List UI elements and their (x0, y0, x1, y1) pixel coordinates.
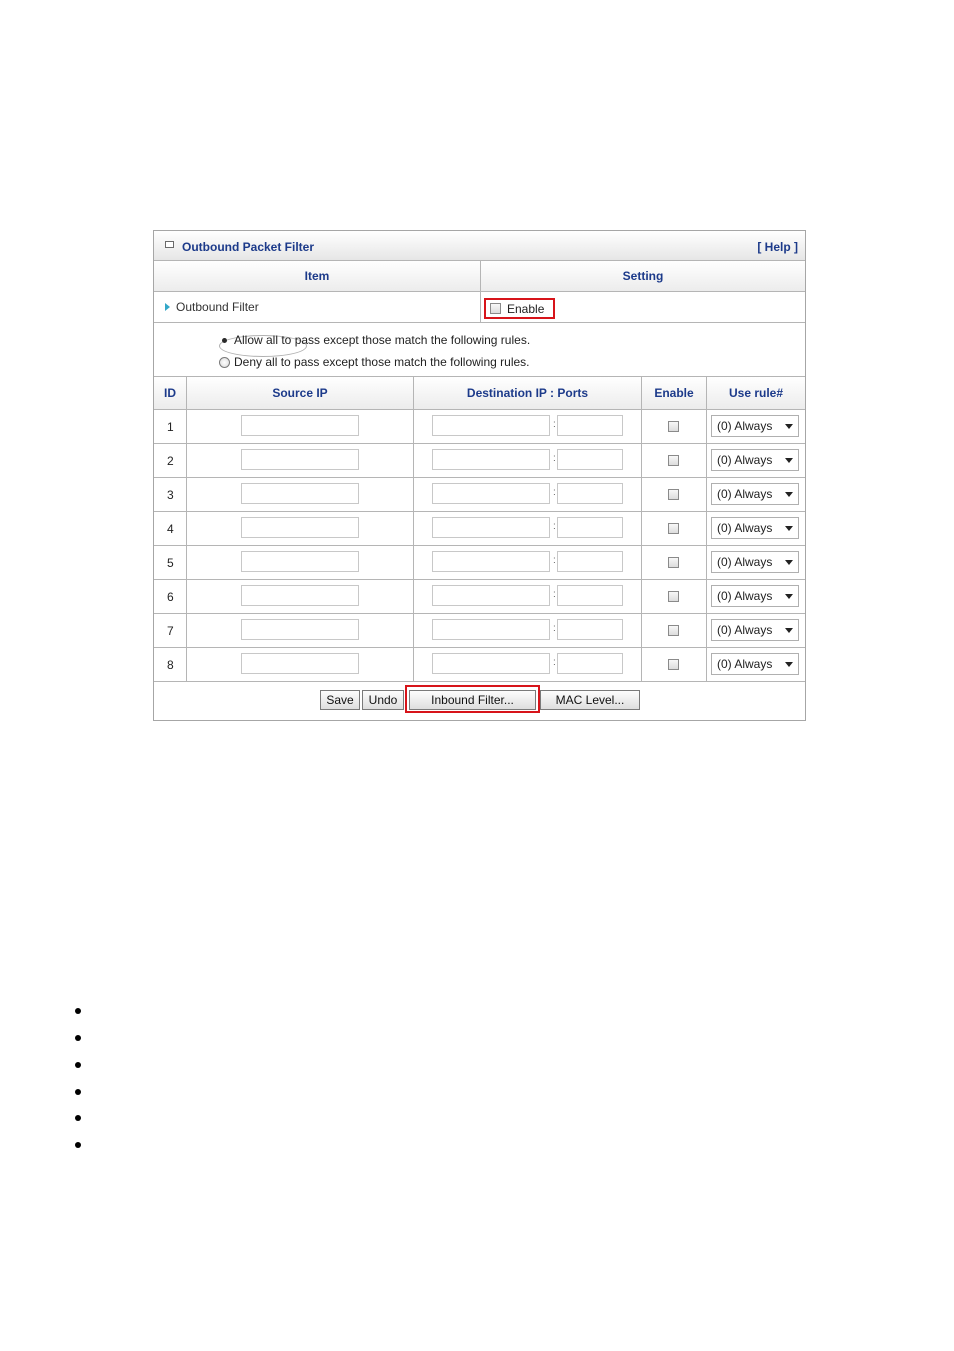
destination-ip-input[interactable] (432, 653, 550, 674)
destination-port-input[interactable] (557, 483, 623, 504)
use-rule-value: (0) Always (717, 657, 773, 671)
ip-port-separator: : (553, 657, 556, 668)
bullet-dot (75, 1008, 81, 1014)
chevron-down-icon (785, 424, 793, 429)
chevron-down-icon (785, 458, 793, 463)
table-row (154, 478, 805, 512)
ip-port-separator: : (553, 419, 556, 430)
ip-port-separator: : (553, 555, 556, 566)
rule-enable-checkbox[interactable] (668, 591, 679, 602)
use-rule-select[interactable] (711, 551, 799, 573)
rule-id: 3 (167, 488, 174, 502)
use-rule-value: (0) Always (717, 589, 773, 603)
destination-port-input[interactable] (557, 619, 623, 640)
source-ip-input[interactable] (241, 517, 359, 538)
deny-all-label: Deny all to pass except those match the following rules. (234, 355, 530, 369)
chevron-down-icon (785, 628, 793, 633)
source-ip-input[interactable] (241, 415, 359, 436)
use-rule-value: (0) Always (717, 555, 773, 569)
inbound-filter-button[interactable]: Inbound Filter... (409, 690, 536, 710)
window-icon (165, 241, 174, 248)
rules-table-header (154, 377, 805, 410)
chevron-down-icon (785, 526, 793, 531)
rule-enable-checkbox[interactable] (668, 455, 679, 466)
destination-port-input[interactable] (557, 585, 623, 606)
destination-ip-input[interactable] (432, 551, 550, 572)
outbound-filter-row (154, 292, 805, 323)
destination-port-input[interactable] (557, 653, 623, 674)
destination-ip-input[interactable] (432, 449, 550, 470)
rule-enable-checkbox[interactable] (668, 659, 679, 670)
setting-header: Setting (622, 269, 664, 283)
ip-port-separator: : (553, 623, 556, 634)
ip-port-separator: : (553, 589, 556, 600)
rule-enable-checkbox[interactable] (668, 523, 679, 534)
item-setting-header (154, 261, 805, 292)
source-ip-input[interactable] (241, 449, 359, 470)
rule-enable-checkbox[interactable] (668, 489, 679, 500)
rule-enable-checkbox[interactable] (668, 625, 679, 636)
outbound-packet-filter-panel (153, 230, 806, 721)
ip-port-separator: : (553, 521, 556, 532)
source-ip-input[interactable] (241, 551, 359, 572)
destination-ip-input[interactable] (432, 619, 550, 640)
outbound-filter-enable-checkbox[interactable] (490, 303, 501, 314)
item-header: Item (154, 261, 481, 291)
undo-button[interactable]: Undo (362, 690, 404, 710)
use-rule-value: (0) Always (717, 419, 773, 433)
table-row (154, 648, 805, 682)
use-rule-select[interactable] (711, 585, 799, 607)
use-rule-select[interactable] (711, 517, 799, 539)
chevron-down-icon (785, 594, 793, 599)
destination-port-input[interactable] (557, 415, 623, 436)
source-ip-column-header: Source IP (187, 377, 414, 409)
source-ip-input[interactable] (241, 653, 359, 674)
use-rule-value: (0) Always (717, 487, 773, 501)
button-row (154, 680, 805, 720)
destination-ip-input[interactable] (432, 517, 550, 538)
use-rule-column-header: Use rule# (728, 386, 784, 400)
rule-id: 2 (167, 454, 174, 468)
policy-radio-group (154, 323, 805, 377)
help-link[interactable]: [ Help ] (757, 240, 798, 254)
chevron-down-icon (785, 560, 793, 565)
use-rule-select[interactable] (711, 619, 799, 641)
table-row (154, 546, 805, 580)
table-row (154, 614, 805, 648)
use-rule-select[interactable] (711, 415, 799, 437)
source-ip-input[interactable] (241, 619, 359, 640)
save-button[interactable]: Save (320, 690, 360, 710)
rule-enable-checkbox[interactable] (668, 421, 679, 432)
use-rule-value: (0) Always (717, 453, 773, 467)
deny-all-radio[interactable] (219, 357, 230, 368)
mac-level-button[interactable]: MAC Level... (540, 690, 640, 710)
rule-id: 5 (167, 556, 174, 570)
rule-id: 6 (167, 590, 174, 604)
source-ip-input[interactable] (241, 483, 359, 504)
enable-column-header: Enable (642, 377, 707, 409)
bullet-dot (75, 1115, 81, 1121)
panel-title: Outbound Packet Filter (182, 240, 315, 254)
destination-column-header: Destination IP : Ports (414, 377, 642, 409)
panel-titlebar (154, 231, 805, 261)
use-rule-select[interactable] (711, 449, 799, 471)
ip-port-separator: : (553, 453, 556, 464)
rule-id: 1 (167, 420, 174, 434)
table-row (154, 580, 805, 614)
table-row (154, 410, 805, 444)
use-rule-select[interactable] (711, 483, 799, 505)
rule-id: 4 (167, 522, 174, 536)
outbound-filter-enable-label: Enable (507, 302, 545, 316)
bullet-dot (75, 1035, 81, 1041)
use-rule-value: (0) Always (717, 623, 773, 637)
rule-enable-checkbox[interactable] (668, 557, 679, 568)
rule-id: 8 (167, 658, 174, 672)
destination-ip-input[interactable] (432, 585, 550, 606)
use-rule-select[interactable] (711, 653, 799, 675)
bullet-dot (75, 1142, 81, 1148)
allow-all-label: Allow all to pass except those match the following rules. (234, 333, 531, 347)
destination-port-input[interactable] (557, 517, 623, 538)
outbound-filter-enable-highlight (484, 298, 555, 319)
table-row (154, 512, 805, 546)
bullet-dot (75, 1089, 81, 1095)
id-column-header: ID (154, 377, 187, 409)
destination-ip-input[interactable] (432, 483, 550, 504)
triangle-right-icon (165, 303, 170, 311)
destination-ip-input[interactable] (432, 415, 550, 436)
ip-port-separator: : (553, 487, 556, 498)
table-row (154, 444, 805, 478)
rule-id: 7 (167, 624, 174, 638)
chevron-down-icon (785, 492, 793, 497)
chevron-down-icon (785, 662, 793, 667)
use-rule-value: (0) Always (717, 521, 773, 535)
bullet-dot (75, 1062, 81, 1068)
outbound-filter-label: Outbound Filter (176, 300, 259, 314)
destination-port-input[interactable] (557, 449, 623, 470)
source-ip-input[interactable] (241, 585, 359, 606)
destination-port-input[interactable] (557, 551, 623, 572)
